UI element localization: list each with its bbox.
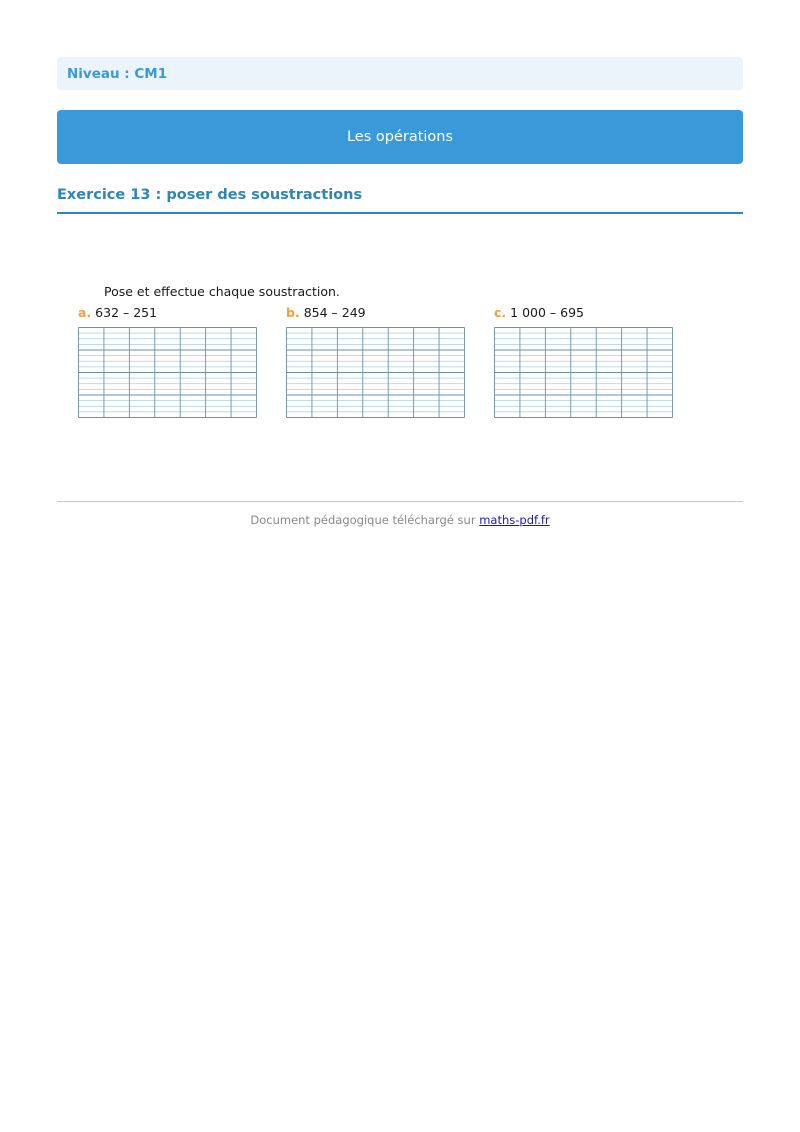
item-a-label [78, 305, 157, 320]
item-a-operation: 632 – 251 [95, 305, 158, 320]
item-a-letter: a. [78, 305, 92, 320]
item-b-letter: b. [286, 305, 300, 320]
level-box [57, 57, 743, 90]
item-c-letter: c. [494, 305, 507, 320]
exercise-title: Exercice 13 : poser des soustractions [57, 184, 743, 214]
title-bar [57, 110, 743, 164]
footer [0, 513, 800, 527]
page-title: Les opérations [346, 129, 454, 145]
seyes-grid-a [78, 327, 258, 419]
seyes-grid-b [286, 327, 466, 419]
item-c-label [494, 305, 584, 320]
seyes-grid-c [494, 327, 674, 419]
item-b-operation: 854 – 249 [303, 305, 366, 320]
footer-text: Document pédagogique téléchargé sur [250, 513, 476, 527]
footer-divider [57, 501, 743, 502]
footer-link[interactable]: maths-pdf.fr [479, 513, 550, 527]
level-label: Niveau : CM1 [67, 65, 168, 82]
item-b-label [286, 305, 366, 320]
exercise-instruction: Pose et effectue chaque soustraction. [104, 284, 340, 299]
item-c-operation: 1 000 – 695 [510, 305, 584, 320]
